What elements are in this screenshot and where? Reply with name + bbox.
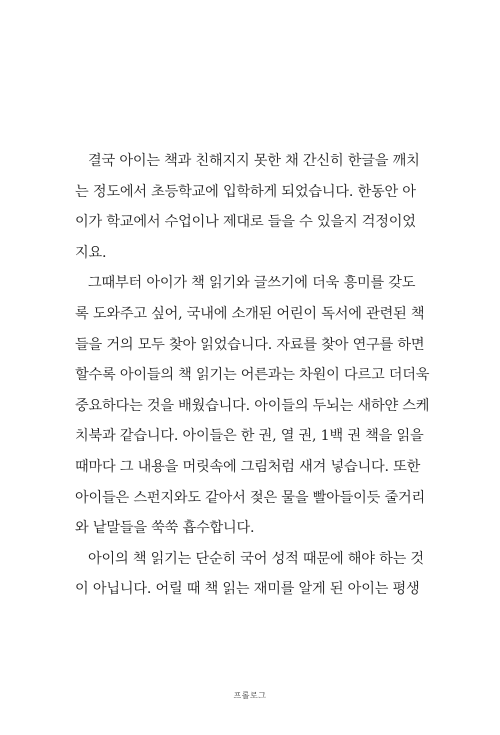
text-line: 록 도와주고 싶어, 국내에 소개된 어린이 독서에 관련된 책 xyxy=(75,305,425,322)
text-line: 이 아닙니다. 어릴 때 책 읽는 재미를 알게 된 아이는 평생 xyxy=(75,581,420,598)
text-line: 중요하다는 것을 배웠습니다. 아이들의 두뇌는 새하얀 스케 xyxy=(75,397,430,414)
text-line: 그때부터 아이가 책 읽기와 글쓰기에 더욱 흥미를 갖도 xyxy=(88,275,416,292)
text-line: 때마다 그 내용을 머릿속에 그림처럼 새겨 넣습니다. 또한 xyxy=(75,458,421,475)
text-line: 치북과 같습니다. 아이들은 한 권, 열 권, 1백 권 책을 읽을 xyxy=(75,428,424,445)
text-line: 이가 학교에서 수업이나 제대로 들을 수 있을지 걱정이었 xyxy=(75,214,416,231)
text-line: 할수록 아이들의 책 읽기는 어른과는 차원이 다르고 더더욱 xyxy=(75,367,430,384)
text-line: 지요. xyxy=(75,244,107,261)
text-line: 들을 거의 모두 찾아 읽었습니다. 자료를 찾아 연구를 하면 xyxy=(75,336,425,353)
text-line: 와 낱말들을 쑥쑥 흡수합니다. xyxy=(75,520,255,537)
body-text xyxy=(75,146,430,605)
text-line: 는 정도에서 초등학교에 입학하게 되었습니다. 한동안 아 xyxy=(75,183,416,200)
text-line: 아이들은 스펀지와도 같아서 젖은 물을 빨아들이듯 줄거리 xyxy=(75,489,425,506)
text-line: 아이의 책 읽기는 단순히 국어 성적 때문에 해야 하는 것 xyxy=(88,550,424,567)
running-footer: 프롤로그 xyxy=(233,691,267,700)
text-line: 결국 아이는 책과 친해지지 못한 채 간신히 한글을 깨치 xyxy=(88,153,420,169)
